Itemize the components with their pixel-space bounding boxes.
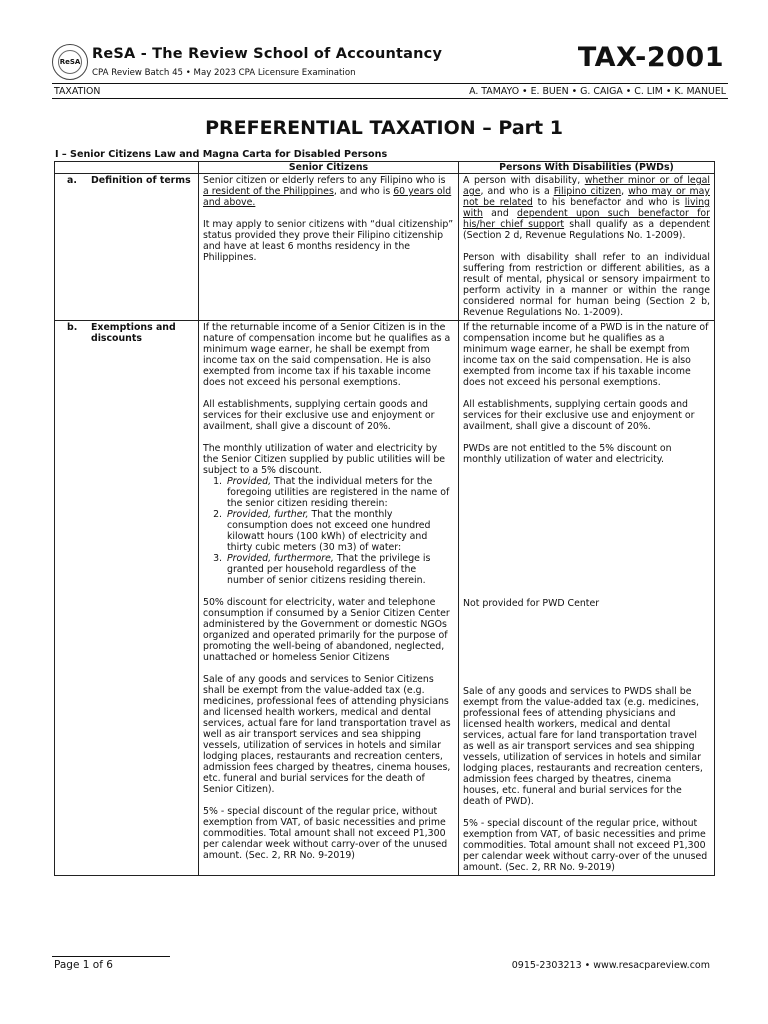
underlined-text: living with [463, 197, 710, 219]
course-code: TAX-2001 [577, 42, 724, 73]
text-span: , and who is [333, 186, 394, 197]
header-empty-cell [55, 162, 199, 174]
paragraph: 5% - special discount of the regular price, without exemption from VAT, of basic necessities and prime commodities. Total amount shall not exceed P1,300 per calendar week without carry-over of the unused amount. (Sec. 2, RR No. 9-2019) [463, 818, 708, 873]
list-item [225, 476, 454, 509]
paragraph: All establishments, supplying certain goods and services for their exclusive use and enjoyment or availment, shall give a discount of 20%. [463, 399, 695, 432]
comparison-table [54, 161, 715, 876]
paragraph: If the returnable income of a Senior Citizen is in the nature of compensation income but he qualifies as a minimum wage earner, he shall be exempt from income tax on the said compensation. He is also exempted from income tax if his taxable income does not exceed his personal exemptions. [203, 322, 451, 388]
header-rule-bottom [52, 98, 728, 99]
text-span: That the monthly consumption does not exceed one hundred kilowatt hours (100 kWh) of electricity and thirty cubic meters (30 m3) of water: [227, 509, 431, 553]
row-letter: a. [67, 175, 77, 186]
paragraph: If the returnable income of a PWD is in the nature of compensation income but he qualifies as a minimum wage earner, he shall be exempt from income tax on the said compensation. He is also exempted from income tax if his taxable income does not exceed his personal exemptions. [463, 322, 709, 388]
text-span: , [621, 186, 629, 197]
list-item [225, 553, 454, 586]
proviso-italic: Provided, furthermore, [227, 553, 334, 564]
proviso-italic: Provided, [227, 476, 272, 487]
resa-logo [52, 44, 88, 80]
senior-exemptions-cell [199, 321, 459, 876]
page-number: Page 1 of 6 [54, 959, 113, 971]
underlined-text: whether minor or of legal age [463, 175, 710, 197]
pwd-definition-cell [459, 174, 715, 321]
text-span: A person with disability, [463, 175, 585, 186]
section-title: I – Senior Citizens Law and Magna Carta for Disabled Persons [55, 149, 388, 160]
row-label: Exemptions and discounts [91, 322, 176, 344]
column-header-pwd: Persons With Disabilities (PWDs) [459, 162, 715, 174]
row-label: Definition of terms [91, 175, 191, 186]
pwd-exemptions-cell [459, 321, 715, 876]
paragraph: Not provided for PWD Center [463, 598, 600, 609]
document-title: PREFERENTIAL TAXATION – Part 1 [205, 117, 563, 139]
school-name: ReSA - The Review School of Accountancy [92, 46, 443, 62]
paragraph: Person with disability shall refer to an individual suffering from restriction or different abilities, as a result of mental, physical or sensory impairment to perform activity in a manner or within the range considered normal for human being (Section 2 b, Revenue Regulations No. 1-2009). [463, 252, 710, 318]
paragraph: Sale of any goods and services to Senior Citizens shall be exempt from the value-added tax (e.g. medicines, professional fees of attending physicians and licensed health workers, medical and dental services, actual fare for land transportation travel as well as air transport services and sea shipping vessels, utilization of services in hotels and similar lodging places, restaurants and recreation centers, admission fees charged by theatres, cinema houses, etc. funeral and burial services for the death of Senior Citizen). [203, 674, 451, 795]
footer-rule [52, 956, 170, 957]
column-header-senior: Senior Citizens [199, 162, 459, 174]
underlined-text: who may or may not be related [463, 186, 710, 208]
batch-line: CPA Review Batch 45 • May 2023 CPA Licensure Examination [92, 68, 356, 78]
text-span: to his benefactor and who is [532, 197, 685, 208]
paragraph: PWDs are not entitled to the 5% discount on monthly utilization of water and electricity. [463, 443, 672, 465]
paragraph: It may apply to senior citizens with “dual citizenship” status provided they prove their Filipino citizenship and have at least 6 months residency in the Philippines. [203, 219, 454, 263]
authors-line: A. TAMAYO • E. BUEN • G. CAIGA • C. LIM • K. MANUEL [469, 86, 726, 97]
row-label-cell [55, 174, 199, 321]
subject-label: TAXATION [54, 86, 101, 97]
text-span: and [482, 208, 518, 219]
text-span: That the individual meters for the foregoing utilities are registered in the name of the senior citizen residing therein: [227, 476, 450, 509]
underlined-text: Filipino citizen [553, 186, 622, 197]
table-header-row [55, 162, 715, 174]
list-item [225, 509, 454, 553]
contact-info: 0915-2303213 • www.resacpareview.com [511, 960, 710, 971]
row-letter: b. [67, 322, 78, 333]
text-span: That the privilege is granted per household regardless of the number of senior citizens residing therein. [227, 553, 431, 586]
text-span: , and who is a [480, 186, 554, 197]
underlined-text: dependent upon such benefactor for his/her chief support [463, 208, 710, 230]
text-span: shall qualify as a dependent (Section 2 d, Revenue Regulations No. 1-2009). [463, 219, 710, 241]
underlined-text: a resident of the Philippines [203, 186, 334, 197]
row-label-cell [55, 321, 199, 876]
text-span: Senior citizen or elderly refers to any Filipino who is [203, 175, 446, 186]
paragraph: 50% discount for electricity, water and telephone consumption if consumed by a Senior Citizen Center administered by the Government or domestic NGOs organized and operated primarily for the purpose of promoting the well-being of abandoned, neglected, unattached or homeless Senior Citizens [203, 597, 450, 663]
senior-definition-cell [199, 174, 459, 321]
table-row-definition [55, 174, 715, 321]
paragraph: 5% - special discount of the regular price, without exemption from VAT, of basic necessities and prime commodities. Total amount shall not exceed P1,300 per calendar week without carry-over of the unused amount. (Sec. 2, RR No. 9-2019) [203, 806, 448, 861]
proviso-italic: Provided, further, [227, 509, 309, 520]
paragraph: The monthly utilization of water and electricity by the Senior Citizen supplied by public utilities will be subject to a 5% discount. [203, 443, 446, 476]
logo-text: ReSA [58, 50, 82, 74]
header-rule-top [52, 83, 728, 84]
paragraph: Sale of any goods and services to PWDS shall be exempt from the value-added tax (e.g. medicines, professional fees of attending physicians and licensed health workers, medical and dental services, actual fare for land transportation travel as well as air transport services and sea shipping vessels, utilization of services in hotels and similar lodging places, restaurants and recreation centers, admission fees charged by theatres, cinema houses, etc. funeral and burial services for the death of PWD). [463, 686, 703, 807]
underlined-text: 60 years old and above. [203, 186, 452, 208]
provisos-list [203, 476, 454, 586]
table-row-exemptions [55, 321, 715, 876]
paragraph: All establishments, supplying certain goods and services for their exclusive use and enjoyment or availment, shall give a discount of 20%. [203, 399, 435, 432]
